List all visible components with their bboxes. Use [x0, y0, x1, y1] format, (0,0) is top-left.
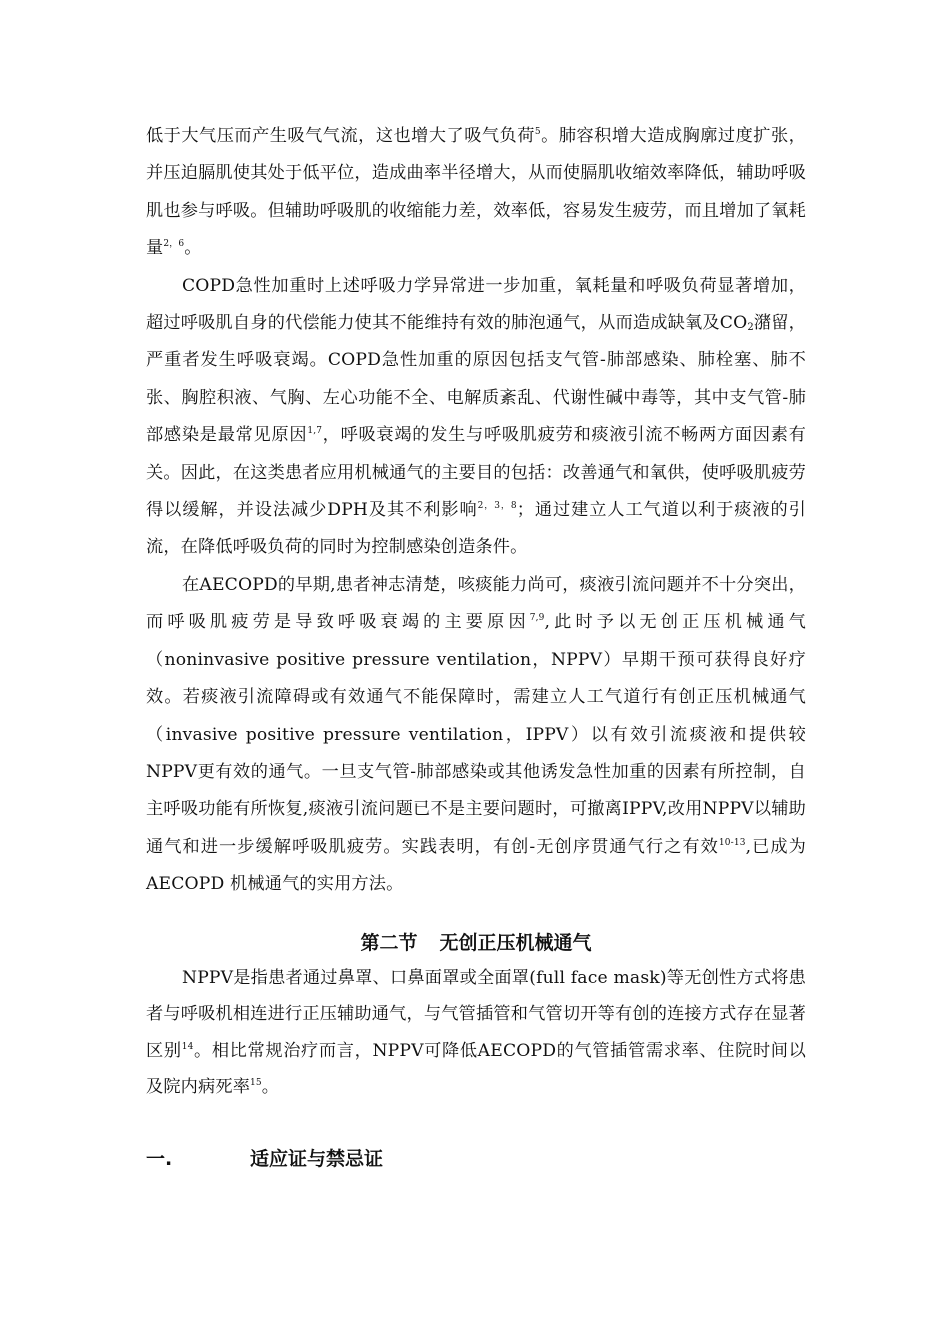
text: 。: [261, 1077, 280, 1098]
text: ；通过建立人工气道以利于痰液的引流，在降低呼吸负荷的同时为控制感染创造条件。: [146, 500, 806, 558]
citation: 10-13: [718, 837, 746, 848]
subheading: [146, 1142, 806, 1176]
text: ，呼吸衰竭的发生与呼吸肌疲劳和痰液引流不畅两方面因素有关。因此，在这类患者应用机械通气的主要目的包括：改善通气和氧供，使呼吸肌疲劳得以缓解，并设法减少DPH及其不利影响: [146, 425, 806, 521]
text: COPD急性加重时上述呼吸力学异常进一步加重，氧耗量和呼吸负荷显著增加，超过呼吸肌自身的代偿能力使其不能维持有效的肺泡通气，从而造成缺氧及CO: [146, 275, 806, 334]
section-number: 第二节: [360, 931, 418, 954]
text: 在AECOPD的早期,患者神志清楚，咳痰能力尚可，痰液引流问题并不十分突出，而呼吸肌疲劳是导致呼吸衰竭的主要原因: [146, 574, 806, 633]
citation: 15: [250, 1078, 262, 1089]
text: 。: [184, 238, 202, 259]
text: NPPV是指患者通过鼻罩、口鼻面罩或全面罩(full face mask)等无创性方式将患者与呼吸机相连进行正压辅助通气，与气管插管和气管切开等有创的连接方式存在显著区别: [146, 967, 806, 1061]
citation: 2，6: [163, 239, 185, 250]
citation: 5: [534, 127, 541, 137]
citation: 7,9: [529, 613, 545, 624]
subheading-title: 适应证与禁忌证: [250, 1147, 384, 1170]
paragraph-2: [146, 268, 806, 567]
text: ,此时予以无创正压机械通气（noninvasive positive pressure ventilation，NPPV）早期干预可获得良好疗效。若痰液引流障碍或有效通气不能保障时，需建立人工气道行有创正压机械通气（invasive positive pressure ventilation，IPPV）以有效引流痰液和提供较NPPV更有效的通气。一旦支气管-肺部感染或其他诱发急性加重的因素有所控制，自主呼吸功能有所恢复,痰液引流问题已不是主要问题时，可撤离IPPV,改用NPPV以辅助通气和进一步缓解呼吸肌疲劳。实践表明，有创-无创序贯通气行之有效: [146, 612, 807, 857]
text: 。相比常规治疗而言，NPPV可降低AECOPD的气管插管需求率、住院时间以及院内病死率: [146, 1040, 806, 1098]
citation: 1,7: [307, 426, 323, 437]
subscript: 2: [747, 322, 754, 334]
citation: 14: [181, 1041, 194, 1052]
section-name: 无创正压机械通气: [439, 931, 592, 954]
text: 。肺容积增大造成胸廓过度扩张，并压迫膈肌使其处于低平位，造成曲率半径增大，从而使膈肌收缩效率降低，辅助呼吸肌也参与呼吸。但辅助呼吸肌的收缩能力差，效率低，容易发生疲劳，而且增加了氧耗量: [146, 126, 806, 259]
paragraph-3: [146, 567, 806, 904]
text: 低于大气压而产生吸气气流，这也增大了吸气负荷: [146, 126, 535, 146]
section-title: [146, 926, 806, 960]
paragraph-1: [146, 118, 806, 268]
citation: 2，3，8: [477, 501, 517, 512]
document-page: [146, 118, 806, 1176]
text: ,已成为AECOPD 机械通气的实用方法。: [146, 836, 806, 895]
paragraph-4: [146, 960, 806, 1106]
subheading-number: 一.: [146, 1147, 173, 1170]
text: 潴留，严重者发生呼吸衰竭。COPD急性加重的原因包括支气管-肺部感染、肺栓塞、肺不张、胸腔积液、气胸、左心功能不全、电解质紊乱、代谢性碱中毒等，其中支气管-肺部感染是最常见原因: [146, 313, 807, 446]
